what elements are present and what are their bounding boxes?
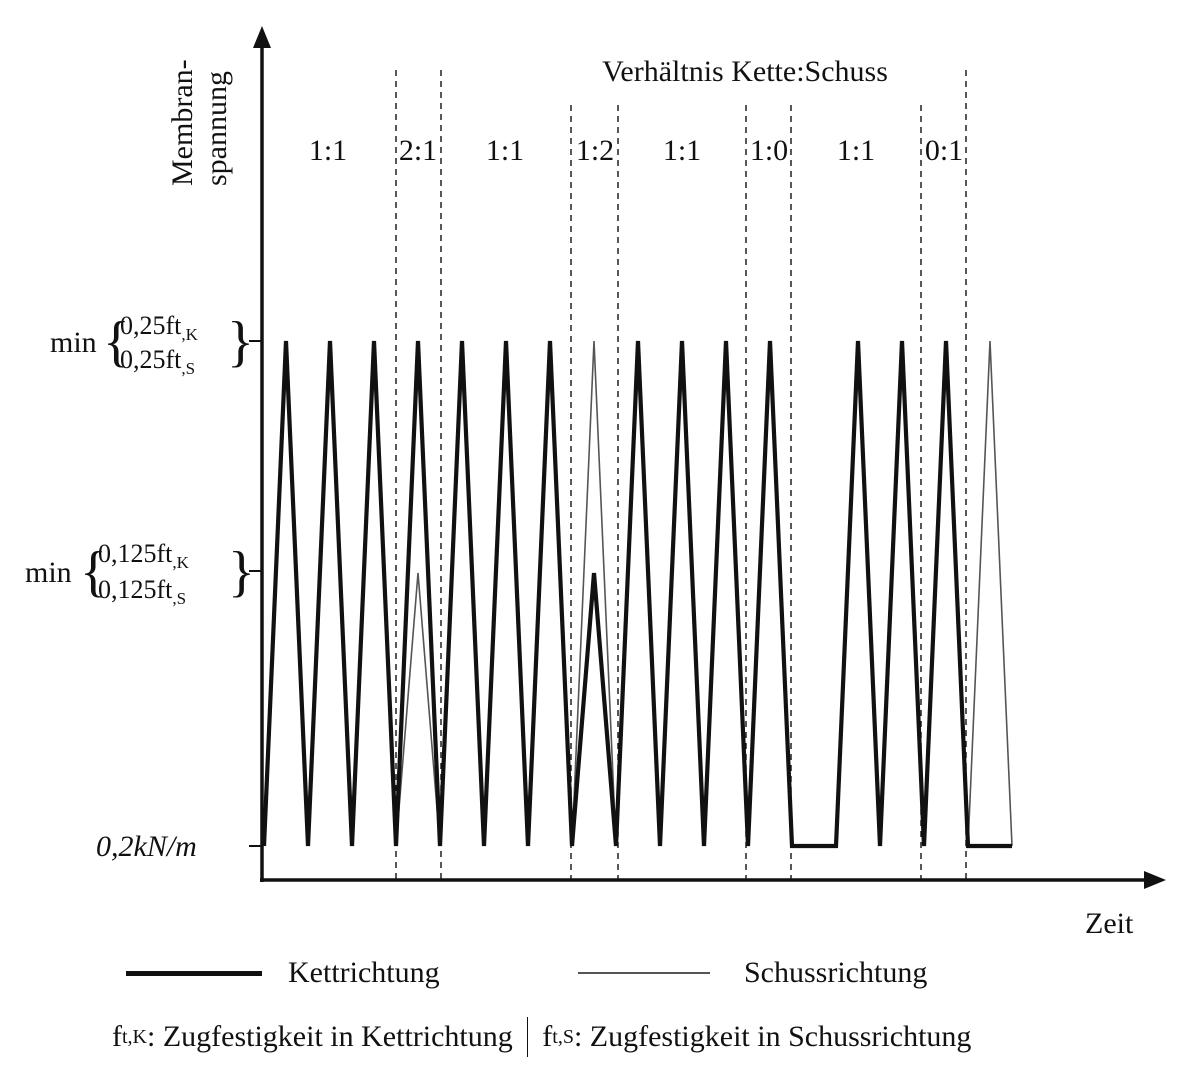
y-level-high-top: $0,25ft_{,K}$ — [120, 311, 198, 344]
y-level-high-prefix: min — [50, 326, 97, 359]
series-kettrichtung-line — [264, 341, 1012, 846]
ratio-label: 1:1 — [662, 134, 702, 167]
series-layer — [264, 341, 1012, 846]
legend-label-kett: Kettrichtung — [288, 956, 440, 989]
x-axis-title: Zeit — [1085, 907, 1134, 940]
y-level-high-brace-left: { — [103, 311, 130, 373]
y-level-mid-prefix: min — [25, 556, 72, 589]
footnote-right-text: : Zugfestigkeit in Schussrichtung — [573, 1020, 972, 1053]
ratio-label: 0:1 — [924, 134, 964, 167]
ratio-label: 1:1 — [836, 134, 876, 167]
legend-item-schuss — [578, 948, 927, 998]
y-level-high-label — [50, 311, 254, 378]
legend-swatch-schuss — [578, 972, 710, 974]
y-level-mid-bottom: $0,125ft_{,S}$ — [98, 575, 187, 608]
section-header: Verhältnis Kette:Schuss — [602, 55, 888, 88]
y-level-mid-brace-right: } — [228, 541, 255, 603]
y-level-mid-brace-left: { — [80, 541, 107, 603]
y-level-high-bottom: $0,25ft_{,S}$ — [120, 345, 196, 378]
y-level-high-brace-right: } — [227, 311, 254, 373]
footnote-left-text: : Zugfestigkeit in Kettrichtung — [147, 1020, 513, 1053]
legend-label-schuss: Schussrichtung — [744, 956, 928, 989]
ratio-labels — [309, 134, 963, 167]
legend-swatch-kett — [126, 971, 262, 976]
x-axis-arrowhead — [1144, 871, 1166, 889]
ratio-label: 1:0 — [749, 134, 789, 167]
y-axis-arrowhead — [253, 26, 271, 48]
y-level-low-label: 0,2kN/m — [96, 830, 197, 863]
ratio-label: 2:1 — [398, 134, 438, 167]
footnote-right-sub: t,S — [552, 1025, 574, 1048]
ratio-label: 1:1 — [485, 134, 525, 167]
footnote — [112, 1012, 971, 1062]
footnote-left-symbol: f — [112, 1020, 122, 1053]
ratio-label: 1:1 — [308, 134, 348, 167]
footnote-right-symbol: f — [542, 1020, 553, 1053]
y-axis-title-line1: Membran- — [166, 59, 199, 186]
legend-item-kett — [126, 948, 440, 998]
y-axis-title-line2: spannung — [200, 71, 233, 186]
footnote-divider — [527, 1017, 529, 1057]
ratio-label: 1:2 — [575, 134, 615, 167]
y-level-mid-top: $0,125ft_{,K}$ — [98, 539, 189, 572]
y-level-mid-label — [25, 539, 255, 608]
footnote-left-sub: t,K — [122, 1025, 147, 1048]
legend — [0, 948, 1200, 998]
